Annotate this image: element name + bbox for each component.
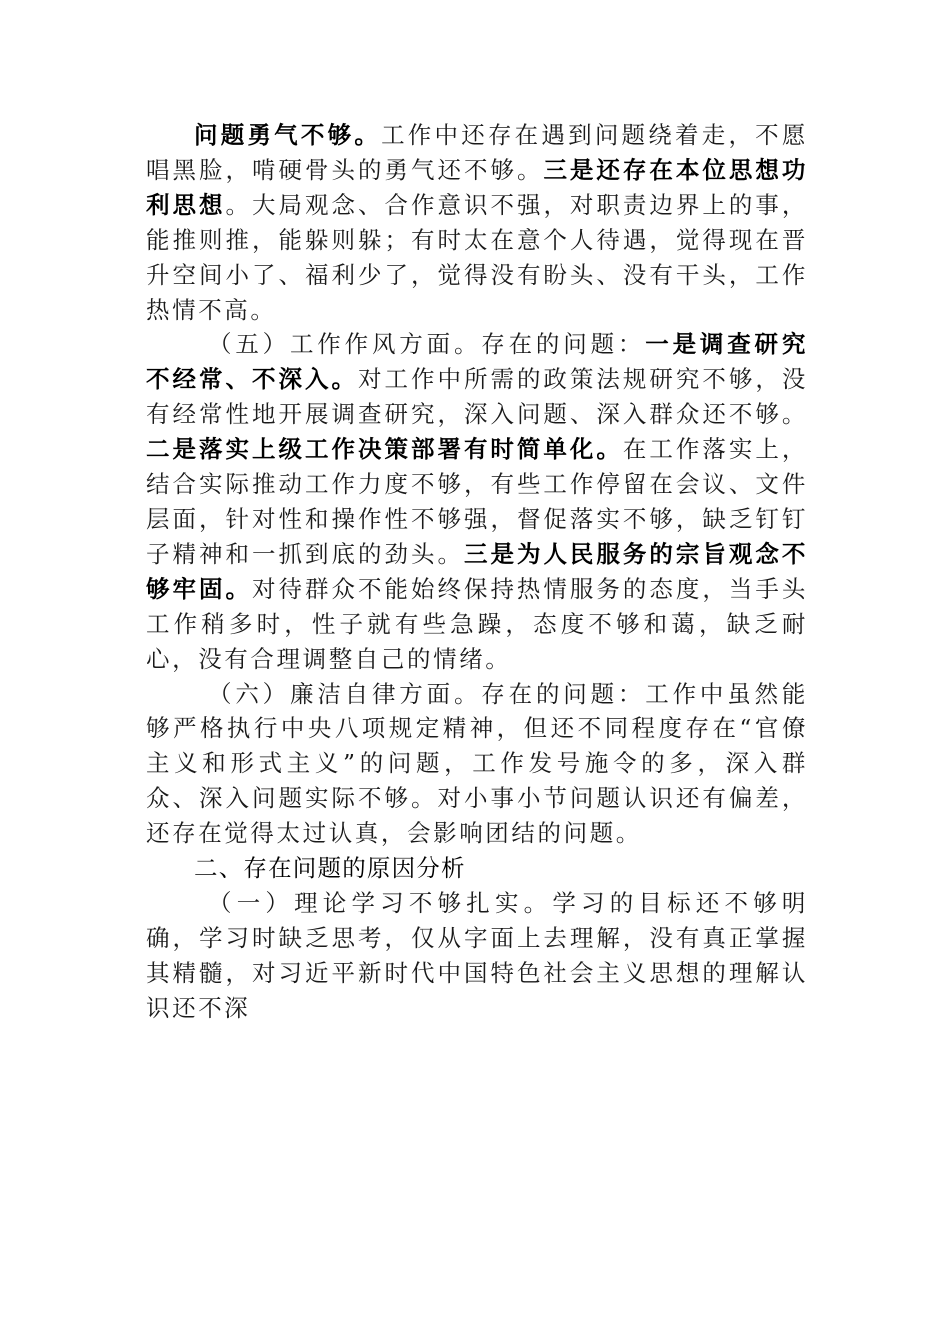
body-text: （一）理论学习不够扎实。学习的目标还不够明确，学习时缺乏思考，仅从字面上去理解，没有真正掌握其精髓，对习近平新时代中国特色社会主义思想的理解认识还不深 bbox=[146, 888, 808, 1022]
body-text: 对工作中所需的政策法规研究不够，没有经常性地开展调查研究，深入问题、深入群众还不够。 bbox=[146, 365, 808, 429]
body-text: 。大局观念、合作意识不强，对职责边界上的事，能推则推，能躲则躲；有时太在意个人待遇，觉得现在晋升空间小了、福利少了，觉得没有盼头、没有干头，工作热情不高。 bbox=[146, 190, 808, 324]
section-heading: 二、存在问题的原因分析 bbox=[194, 854, 466, 883]
paragraph-integrity bbox=[146, 677, 808, 852]
body-text: （六）廉洁自律方面。存在的问题：工作中虽然能够严格执行中央八项规定精神，但还不同程度存在“官僚主义和形式主义”的问题，工作发号施令的多，深入群众、深入问题实际不够。对小事小节问题认识还有偏差，还存在觉得太过认真，会影响团结的问题。 bbox=[146, 679, 808, 848]
bold-phrase: 二是落实上级工作决策部署有时简单化。 bbox=[146, 435, 623, 464]
document-body bbox=[146, 118, 808, 1026]
body-text: 工作中还存在遇到问题绕着走，不愿唱黑脸，啃硬骨头的勇气还不够。 bbox=[146, 121, 808, 184]
bold-phrase: 三是还存在本位思想功利思想 bbox=[146, 155, 808, 219]
paragraph-1 bbox=[146, 118, 808, 327]
bold-phrase: 问题勇气不够。 bbox=[194, 121, 382, 149]
body-text: 对待群众不能始终保持热情服务的态度，当手头工作稍多时，性子就有些急躁，态度不够和蔼，缺乏耐心，没有合理调整自己的情绪。 bbox=[146, 574, 808, 673]
paragraph-work-style bbox=[146, 327, 808, 676]
section-lead: （五）工作作风方面。存在的问题： bbox=[208, 330, 646, 359]
paragraph-theory-study bbox=[146, 886, 808, 1026]
bold-phrase: 一是调查研究不经常、不深入。 bbox=[146, 330, 808, 394]
body-text: 在工作落实上，结合实际推动工作力度不够，有些工作停留在会议、文件层面，针对性和操作性不够强，督促落实不够，缺乏钉钉子精神和一抓到底的劲头。 bbox=[146, 435, 808, 568]
bold-phrase: 三是为人民服务的宗旨观念不够牢固。 bbox=[146, 539, 808, 603]
